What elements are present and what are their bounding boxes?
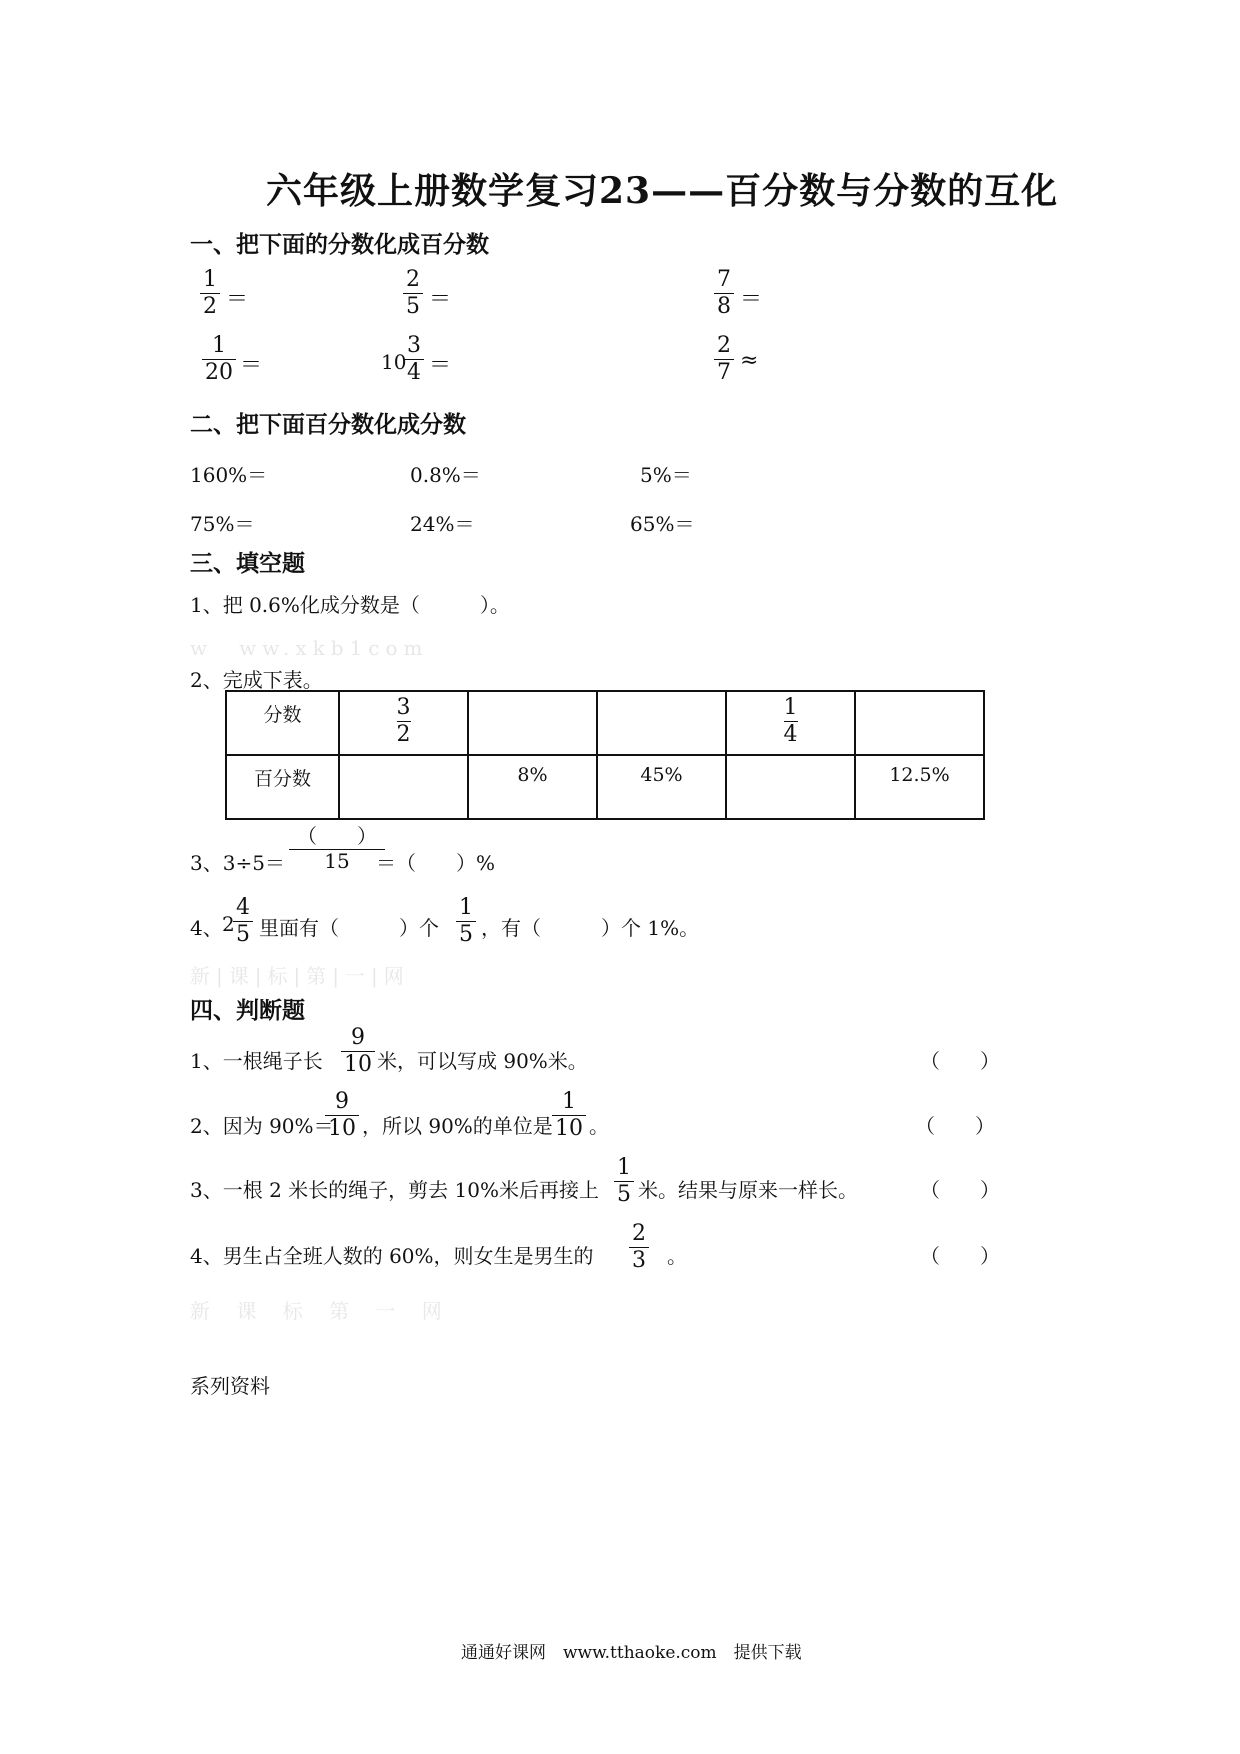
table-cell: 12.5% [855, 755, 984, 819]
fraction-1-20 [202, 334, 236, 384]
answer-bracket: （ ） [920, 1244, 1000, 1268]
fraction-9-10 [341, 1026, 375, 1076]
fraction-1-5 [456, 896, 476, 946]
fraction-1-5 [614, 1156, 634, 1206]
equals-sign: ＝ [740, 287, 763, 312]
table-cell [855, 691, 984, 755]
conversion-table [225, 690, 985, 820]
answer-bracket: （ ） [915, 1114, 995, 1138]
fraction-3-4 [404, 334, 424, 384]
fill-question-4-prefix: 4、 [190, 916, 223, 940]
fraction-2-7 [714, 334, 734, 384]
denominator: 10 [328, 1116, 356, 1142]
judge-question-2-a: 2、因为 90%＝ [190, 1114, 334, 1138]
page-title: 六年级上册数学复习23——百分数与分数的互化 [266, 170, 1059, 212]
mixed-whole: 2 [222, 912, 235, 936]
fill-question-3-suffix: ＝（ ）% [376, 851, 496, 875]
table-cell [339, 691, 468, 755]
row-label: 分数 [226, 691, 339, 755]
denominator: 5 [459, 922, 473, 948]
series-label: 系列资料 [190, 1374, 270, 1398]
denominator: 2 [396, 722, 411, 748]
table-cell [726, 691, 855, 755]
judge-question-3-a: 3、一根 2 米长的绳子，剪去 10%米后再接上 [190, 1178, 599, 1202]
denominator: 10 [344, 1052, 372, 1078]
equals-sign: ＝ [240, 353, 263, 378]
denominator: 7 [717, 360, 731, 386]
numerator: 2 [406, 267, 420, 292]
denominator: 4 [407, 360, 421, 386]
denominator: 5 [236, 922, 250, 948]
numerator: 2 [717, 333, 731, 358]
numerator: 9 [351, 1025, 365, 1050]
denominator: 8 [717, 294, 731, 320]
page-footer: 通通好课网 www.tthaoke.com 提供下载 [461, 1643, 802, 1663]
percent-item: 5%＝ [640, 463, 692, 487]
table-row-fraction [226, 691, 984, 755]
judge-question-4-a: 4、男生占全班人数的 60%，则女生是男生的 [190, 1244, 594, 1268]
fraction-2-3 [629, 1222, 649, 1272]
judge-question-3-b: 米。结果与原来一样长。 [638, 1178, 858, 1202]
numerator: 3 [396, 695, 411, 720]
numerator: 1 [212, 333, 226, 358]
numerator: （ ） [297, 824, 377, 848]
judge-question-2-c: 。 [589, 1114, 609, 1138]
judge-question-4-b: 。 [667, 1244, 687, 1268]
numerator: 1 [203, 267, 217, 292]
answer-bracket: （ ） [920, 1049, 1000, 1073]
fraction-1-10 [552, 1090, 586, 1140]
numerator: 9 [335, 1089, 349, 1114]
fill-question-3-prefix: 3、3÷5＝ [190, 851, 285, 875]
denominator: 3 [632, 1248, 646, 1274]
percent-item: 24%＝ [410, 512, 475, 536]
numerator: 1 [783, 695, 798, 720]
section3-heading: 三、填空题 [190, 551, 305, 577]
denominator: 5 [406, 294, 420, 320]
fraction-9-10 [325, 1090, 359, 1140]
approx-sign: ≈ [740, 348, 759, 373]
table-row-percent [226, 755, 984, 819]
percent-item: 75%＝ [190, 512, 255, 536]
percent-item: 160%＝ [190, 463, 268, 487]
numerator: 7 [717, 267, 731, 292]
fill-question-2: 2、完成下表。 [190, 668, 323, 692]
section4-heading: 四、判断题 [190, 998, 305, 1024]
row-label: 百分数 [226, 755, 339, 819]
denominator: 15 [324, 849, 350, 873]
judge-question-1-a: 1、一根绳子长 [190, 1049, 323, 1073]
watermark-text: w ww.xkb1com [190, 636, 429, 660]
numerator: 2 [632, 1221, 646, 1246]
numerator: 3 [407, 333, 421, 358]
mixed-whole: 10 [381, 350, 407, 374]
percent-item: 65%＝ [630, 512, 695, 536]
fill-question-1: 1、把 0.6%化成分数是（ ）。 [190, 593, 510, 617]
denominator: 4 [783, 722, 798, 748]
table-cell [597, 691, 726, 755]
table-cell: 8% [468, 755, 597, 819]
fill-question-4-mid: 里面有（ ）个 [259, 916, 439, 940]
table-cell [339, 755, 468, 819]
percent-item: 0.8%＝ [410, 463, 481, 487]
watermark-text: 新 课 标 第 一 网 [190, 1299, 452, 1323]
fraction-4-5 [233, 896, 253, 946]
fraction-blank-15 [289, 826, 385, 872]
equals-sign: ＝ [429, 353, 452, 378]
section2-heading: 二、把下面百分数化成分数 [190, 412, 466, 438]
fraction-7-8 [714, 268, 734, 318]
fraction-2-5 [403, 268, 423, 318]
denominator: 5 [617, 1182, 631, 1208]
denominator: 10 [555, 1116, 583, 1142]
fraction-1-2 [200, 268, 220, 318]
table-cell [726, 755, 855, 819]
numerator: 1 [617, 1155, 631, 1180]
answer-bracket: （ ） [920, 1178, 1000, 1202]
numerator: 1 [459, 895, 473, 920]
judge-question-2-b: ，所以 90%的单位是 [362, 1114, 553, 1138]
section1-heading: 一、把下面的分数化成百分数 [190, 232, 489, 258]
fill-question-4-suffix: ，有（ ）个 1%。 [481, 916, 700, 940]
judge-question-1-b: 米，可以写成 90%米。 [377, 1049, 588, 1073]
denominator: 20 [205, 360, 233, 386]
numerator: 4 [236, 895, 250, 920]
numerator: 1 [562, 1089, 576, 1114]
equals-sign: ＝ [429, 287, 452, 312]
denominator: 2 [203, 294, 217, 320]
equals-sign: ＝ [226, 287, 249, 312]
table-cell: 45% [597, 755, 726, 819]
watermark-text: 新|课|标|第|一|网 [190, 964, 410, 988]
table-cell [468, 691, 597, 755]
